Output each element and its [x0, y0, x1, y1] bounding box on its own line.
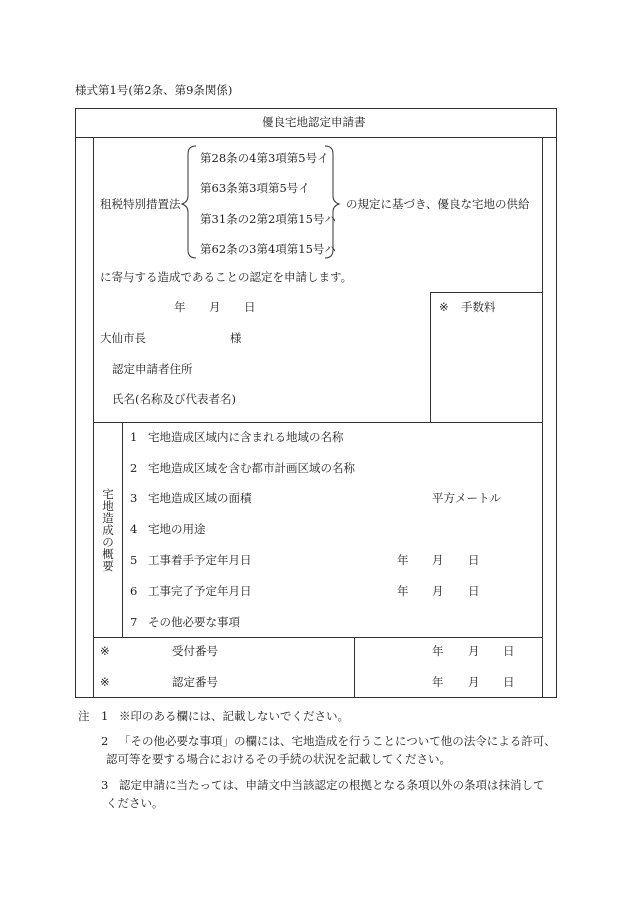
certification-year: 年 — [432, 675, 444, 689]
overview-item-num: 6 — [130, 584, 138, 598]
date-month: 月 — [209, 300, 221, 314]
addressee: 大仙市長 — [100, 331, 146, 345]
reception-mark: ※ — [100, 644, 110, 658]
end-date-year: 年 — [397, 584, 409, 598]
overview-item-label: 宅地造成区域を含む都市計画区域の名称 — [148, 461, 355, 475]
overview-item-label: 工事完了予定年月日 — [148, 584, 252, 598]
area-unit: 平方メートル — [432, 491, 501, 505]
overview-item-num: 2 — [130, 461, 138, 475]
clause-suffix: の規定に基づき、優良な宅地の供給 — [346, 197, 530, 211]
form-number: 様式第1号(第2条、第9条関係) — [75, 83, 233, 97]
overview-item-label: 宅地造成区域の面積 — [148, 491, 252, 505]
note-text: 「その他必要な事項」の欄には、宅地造成を行うことについて他の法令による許可、 — [119, 734, 556, 748]
reception-year: 年 — [432, 644, 444, 658]
notes-title: 注 — [78, 709, 90, 723]
reception-month: 月 — [468, 644, 480, 658]
date-year: 年 — [174, 300, 186, 314]
end-date-day: 日 — [468, 584, 480, 598]
note-text: 認定申請に当たっては、申請文中当該認定の根拠となる条項以外の条項は抹消して — [119, 778, 545, 792]
date-day: 日 — [244, 300, 256, 314]
note-text: 認可等を要する場合におけるその手続の状況を記載してください。 — [106, 752, 451, 766]
start-date-day: 日 — [468, 553, 480, 567]
clause-2: 第63条第3項第5号イ — [200, 181, 310, 195]
overview-item-num: 5 — [130, 553, 138, 567]
end-date-month: 月 — [432, 584, 444, 598]
note-text: ください。 — [106, 796, 164, 810]
note-num: 2 — [101, 734, 109, 748]
certification-month: 月 — [468, 675, 480, 689]
certification-mark: ※ — [100, 675, 110, 689]
overview-item-label: 工事着手予定年月日 — [148, 553, 252, 567]
overview-item-label: その他必要な事項 — [148, 615, 240, 629]
fee-mark: ※ — [439, 300, 449, 314]
start-date-month: 月 — [432, 553, 444, 567]
start-date-year: 年 — [397, 553, 409, 567]
certification-day: 日 — [503, 675, 515, 689]
reception-number-label: 受付番号 — [172, 644, 218, 658]
overview-item-num: 1 — [130, 430, 138, 444]
fee-label: 手数料 — [461, 300, 496, 314]
overview-item-num: 3 — [130, 491, 138, 505]
law-name: 租税特別措置法 — [100, 197, 181, 211]
clause-1: 第28条の4第3項第5号イ — [200, 151, 329, 165]
clause-3: 第31条の2第2項第15号ハ — [200, 212, 336, 226]
sentence-continuation: に寄与する造成であることの認定を申請します。 — [100, 270, 353, 284]
note-num: 3 — [101, 778, 109, 792]
overview-item-label: 宅地の用途 — [148, 522, 206, 536]
applicant-address-label: 認定申請者住所 — [112, 362, 193, 376]
clause-4: 第62条の3第4項第15号ハ — [200, 242, 336, 256]
overview-item-num: 4 — [130, 522, 138, 536]
certification-number-label: 認定番号 — [172, 675, 218, 689]
reception-day: 日 — [503, 644, 515, 658]
applicant-name-label: 氏名(名称及び代表者名) — [112, 392, 236, 406]
overview-item-label: 宅地造成区域内に含まれる地域の名称 — [148, 430, 344, 444]
addressee-honorific: 様 — [230, 331, 242, 345]
note-text: ※印のある欄には、記載しないでください。 — [119, 709, 349, 723]
overview-item-num: 7 — [130, 615, 138, 629]
note-num: 1 — [101, 709, 109, 723]
form-title: 優良宅地認定申請書 — [262, 115, 366, 129]
